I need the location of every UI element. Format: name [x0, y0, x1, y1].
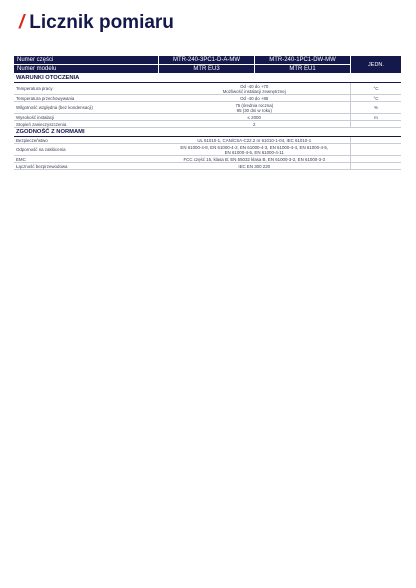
- row-value: UL 61010-1, CAN/CSA-C22.2 nr 61010-1-04, IEC 61010-1: [159, 137, 351, 144]
- spec-table: [14, 56, 401, 170]
- row-unit: m: [351, 114, 402, 121]
- table-row: [14, 144, 401, 156]
- section-header-environment: [14, 74, 401, 83]
- part-number-label: Numer części: [14, 56, 159, 65]
- table-row: [14, 121, 401, 128]
- row-value-line: 95 (30 dni w roku): [236, 107, 272, 113]
- title-slash-mark: /: [19, 12, 25, 33]
- row-value: Od -40 do +85: [159, 95, 351, 102]
- row-unit: °C: [351, 83, 402, 95]
- table-row: [14, 114, 401, 121]
- row-value: [159, 83, 351, 95]
- header-row-part-number: [14, 56, 401, 65]
- section-title: WARUNKI OTOCZENIA: [14, 74, 401, 83]
- row-label: Wysokość instalacji: [14, 114, 159, 121]
- row-value: [159, 144, 351, 156]
- table-row: [14, 156, 401, 163]
- row-unit: °C: [351, 95, 402, 102]
- table-row: [14, 102, 401, 114]
- row-label: Stopień zanieczyszczenia: [14, 121, 159, 128]
- row-label: Łączność bezprzewodowa: [14, 163, 159, 170]
- row-value-line: 75 (średnia roczna): [235, 102, 274, 108]
- section-header-standards: [14, 128, 401, 137]
- header-row-model-number: [14, 65, 401, 74]
- row-unit: [351, 121, 402, 128]
- row-label: Temperatura pracy: [14, 83, 159, 95]
- row-label: EMC: [14, 156, 159, 163]
- row-unit: [351, 137, 402, 144]
- table-row: [14, 137, 401, 144]
- page-title: [19, 12, 174, 34]
- table-row: [14, 163, 401, 170]
- row-label: Odporność na zakłócenia: [14, 144, 159, 156]
- row-unit: [351, 144, 402, 156]
- model-number-a: MTR EU3: [159, 65, 255, 74]
- row-value: 2: [159, 121, 351, 128]
- section-title: ZGODNOŚĆ Z NORMAMI: [14, 128, 401, 137]
- row-value-line: EN 61000-4-8, EN 61000-4-2, EN 61000-4-3, EN 61000-4-4, EN 61000-4-5,: [180, 144, 329, 150]
- row-value-line: EN 61000-4-6, EN 61000-4-11: [224, 149, 284, 155]
- part-number-a: MTR-240-3PC1-D-A-MW: [159, 56, 255, 65]
- row-label: Temperatura przechowywania: [14, 95, 159, 102]
- row-value: ≤ 2000: [159, 114, 351, 121]
- row-unit: [351, 163, 402, 170]
- model-number-b: MTR EU1: [255, 65, 351, 74]
- row-unit: [351, 156, 402, 163]
- row-value-line: Od -40 do +70: [240, 83, 269, 89]
- row-value: IEC EN 300 220: [159, 163, 351, 170]
- row-value: [159, 102, 351, 114]
- row-value-line: Możliwość instalacji zewnętrznej: [222, 88, 286, 94]
- row-unit: %: [351, 102, 402, 114]
- row-label: Wilgotność względna (bez kondensacji): [14, 102, 159, 114]
- table-row: [14, 83, 401, 95]
- model-number-label: Numer modelu: [14, 65, 159, 74]
- row-label: Bezpieczeństwo: [14, 137, 159, 144]
- page-title-text: Licznik pomiaru: [29, 12, 174, 33]
- part-number-b: MTR-240-1PC1-DW-MW: [255, 56, 351, 65]
- unit-column-header: JEDN.: [351, 56, 402, 74]
- table-row: [14, 95, 401, 102]
- row-value: FCC część 15, klasa B; EN 55032 klasa B, EN 61000-3-2, EN 61000-3-3: [159, 156, 351, 163]
